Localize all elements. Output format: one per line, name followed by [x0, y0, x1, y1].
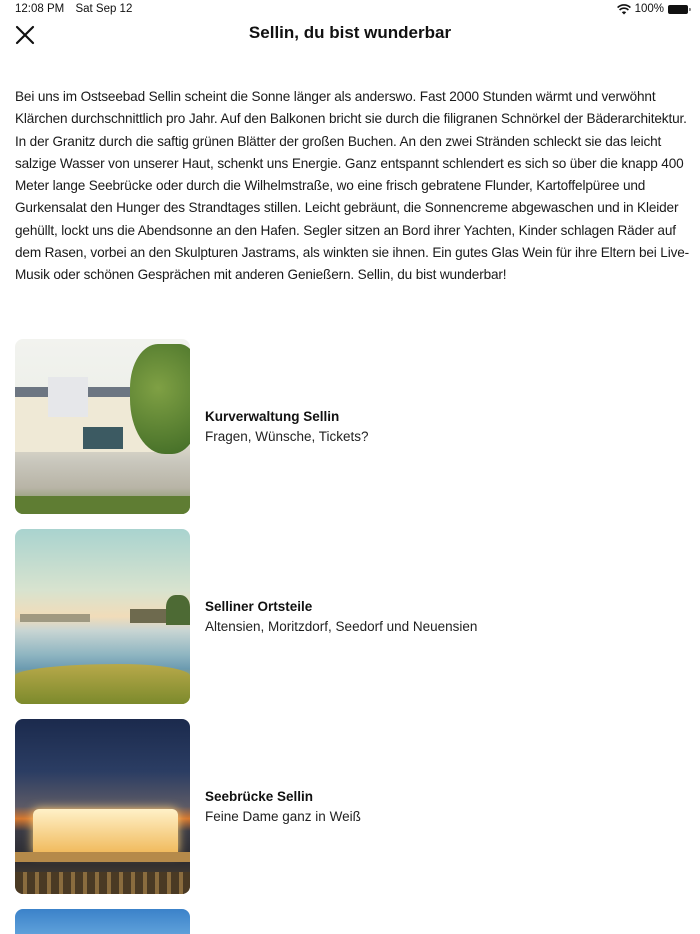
status-right: [617, 3, 688, 15]
card-subtitle: Altensien, Moritzdorf, Seedorf und Neuensien: [205, 619, 478, 634]
status-time: 12:08 PM: [15, 3, 65, 15]
kurverwaltung-photo: [15, 339, 190, 514]
battery-percent: 100%: [634, 3, 664, 15]
navigation-bar: [0, 18, 700, 52]
card-title: Kurverwaltung Sellin: [205, 409, 340, 424]
wifi-icon: [617, 4, 631, 15]
battery-icon: [668, 5, 688, 14]
intro-text: Bei uns im Ostseebad Sellin scheint die Sonne länger als anderswo. Fast 2000 Stunden wärmt und verwöhnt Klärchen durchschnittlich pro Jahr. Auf den Balkonen bricht sie durch die filigranen Schnörkel der Bäderarchitektur. In der Granitz durch die saftig grünen Blätter der großen Buchen. An den zwei Stränden schleckt sie das leicht salzige Wasser von unserer Haut, schenkt uns Energie. Ganz entspannt schlendert es sich so über die knapp 400 Meter lange Seebrücke oder durch die Wilhelmstraße, wo eine frisch gebratene Flunder, Kartoffelpüree und Gurkensalat den Hunger des Strandtages stillen. Leicht gebräunt, die Sonnencreme abgewaschen und in Kleider gehüllt, lockt uns die Abendsonne an den Hafen. Segler sitzen an Bord ihrer Yachten, Kinder schlagen Räder auf dem Rasen, vorbei an den Skulpturen Jastrams, als winkten sie ihnen. Ein gutes Glas Wein für ihre Eltern bei Live-Musik oder schönen Gesprächen mit anderen Genießern. Sellin, du bist wunderbar!: [15, 89, 690, 283]
card-title: Seebrücke Sellin: [205, 789, 314, 804]
card-ortsteile[interactable]: [15, 529, 690, 704]
blue-sky-photo: [15, 909, 190, 934]
pier-photo: [15, 719, 190, 894]
card-partial[interactable]: [15, 909, 690, 934]
card-text: [205, 789, 361, 824]
card-kurverwaltung[interactable]: [15, 339, 690, 514]
card-subtitle: Fragen, Wünsche, Tickets?: [205, 429, 369, 444]
lake-photo: [15, 529, 190, 704]
status-left: [15, 3, 132, 15]
card-subtitle: Feine Dame ganz in Weiß: [205, 809, 361, 824]
card-title: Selliner Ortsteile: [205, 599, 313, 614]
status-date: Sat Sep 12: [75, 3, 133, 15]
card-text: [205, 409, 369, 444]
card-list: [15, 339, 690, 934]
card-seebruecke[interactable]: [15, 719, 690, 894]
card-text: [205, 599, 477, 634]
page-title: Sellin, du bist wunderbar: [248, 23, 452, 42]
status-bar: [0, 0, 700, 18]
